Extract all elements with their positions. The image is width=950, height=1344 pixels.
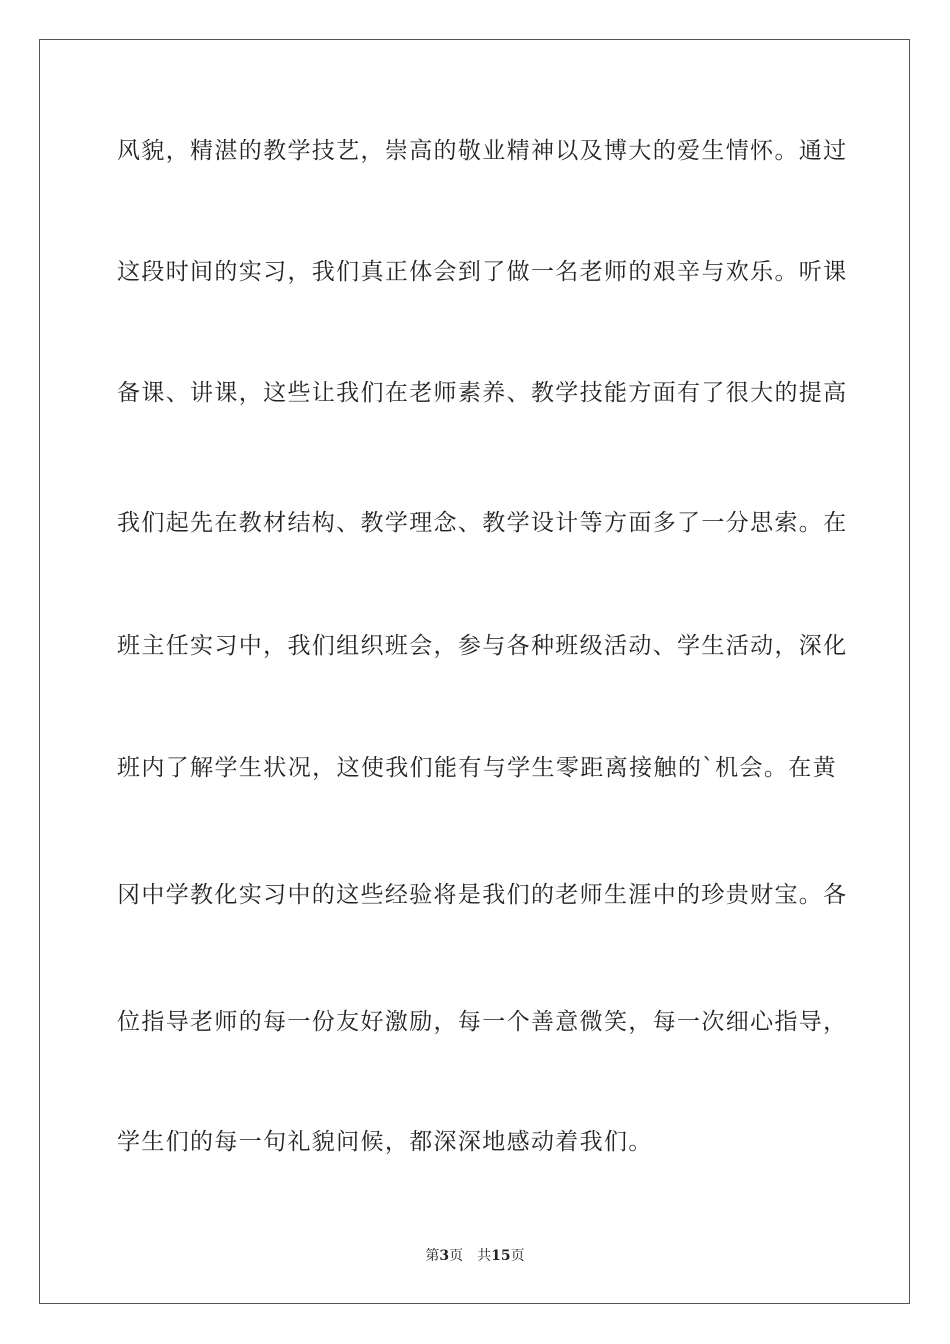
page-border — [39, 39, 910, 1304]
total-label-prefix: 共 — [477, 1248, 492, 1264]
text-line: 班主任实习中，我们组织班会，参与各种班级活动、学生活动，深化 — [117, 633, 848, 659]
text-line: 我们起先在教材结构、教学理念、教学设计等方面多了一分思索。在 — [117, 510, 848, 536]
text-line: 冈中学教化实习中的这些经验将是我们的老师生涯中的珍贵财宝。各 — [117, 882, 848, 908]
page-label-prefix: 第 — [425, 1248, 440, 1264]
total-label-suffix: 页 — [510, 1248, 525, 1264]
text-line: 备课、讲课，这些让我们在老师素养、教学技能方面有了很大的提高 — [117, 380, 848, 406]
total-pages-number: 15 — [491, 1248, 511, 1264]
current-page-number: 3 — [439, 1248, 450, 1264]
text-line: 这段时间的实习，我们真正体会到了做一名老师的艰辛与欢乐。听课 — [117, 259, 848, 285]
text-line: 班内了解学生状况，这使我们能有与学生零距离接触的`机会。在黄 — [117, 755, 837, 781]
page-footer — [0, 1247, 950, 1265]
text-line: 位指导老师的每一份友好激励，每一个善意微笑，每一次细心指导， — [117, 1009, 848, 1035]
text-line: 风貌，精湛的教学技艺，崇高的敬业精神以及博大的爱生情怀。通过 — [117, 138, 848, 164]
text-line: 学生们的每一句礼貌问候，都深深地感动着我们。 — [117, 1129, 653, 1155]
page-label-suffix: 页 — [449, 1248, 464, 1264]
